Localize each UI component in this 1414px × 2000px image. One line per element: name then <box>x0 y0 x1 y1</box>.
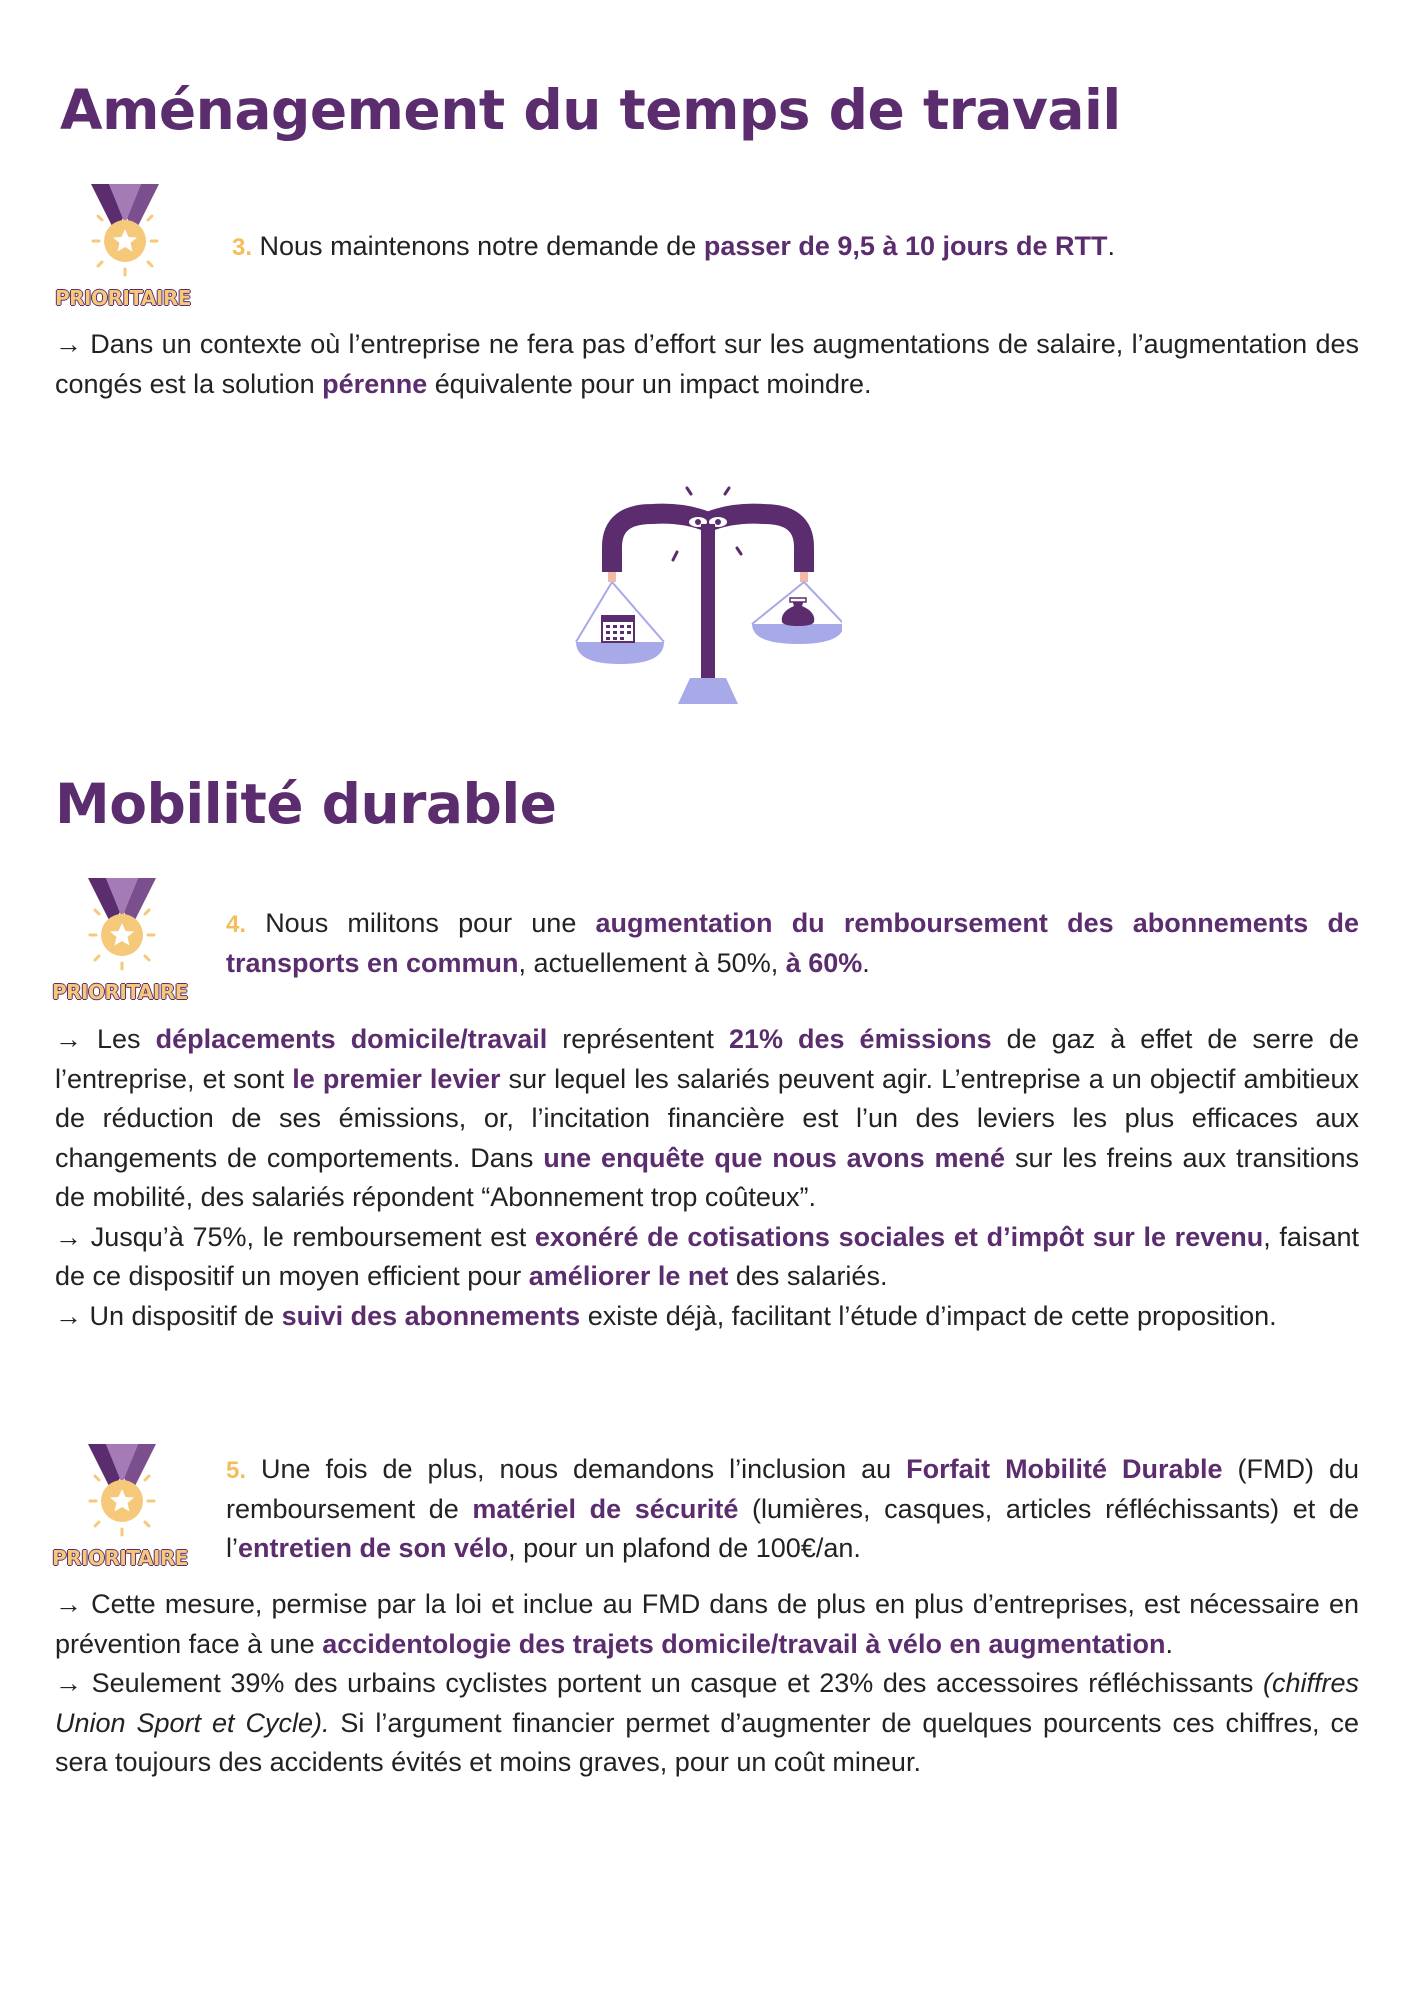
body-text: Nous militons pour une <box>265 908 596 938</box>
body-text: équivalente pour un impact moindre. <box>427 368 872 399</box>
body-text: . <box>862 948 870 978</box>
proposal-number: 5. <box>226 1457 247 1484</box>
body-text: sur lequel les salariés peuvent agir. L’entreprise a un objectif ambitieux de réduction de ses émissions, or, l’incitation financière est l’un des leviers les plus efficaces aux changements de comportements. Dans <box>55 1063 1359 1173</box>
emphasis-text: matériel de sécurité <box>472 1494 739 1524</box>
argument-paragraph <box>55 1585 1359 1664</box>
medal-icon <box>52 1440 192 1550</box>
body-text: → Dans un contexte où l’entreprise ne fera pas d’effort sur les augmentations de salaire, l’augmentation des congés est la solution <box>55 329 1359 399</box>
proposal-5 <box>226 1450 1359 1568</box>
body-text: , faisant de ce dispositif un moyen efficient pour <box>55 1221 1359 1291</box>
proposal-5-arguments <box>55 1585 1359 1783</box>
priority-medal <box>55 180 195 310</box>
body-text: (lumières, casques, articles réfléchissants) et de l’ <box>226 1494 1359 1563</box>
emphasis-text: le premier levier <box>292 1063 501 1094</box>
emphasis-text: Forfait Mobilité Durable <box>906 1454 1223 1484</box>
emphasis-text: passer de 9,5 à 10 jours de RTT <box>703 231 1108 261</box>
body-text: représentent <box>547 1024 729 1054</box>
body-text: des salariés. <box>728 1261 888 1291</box>
body-text: Nous maintenons notre demande de <box>259 231 704 261</box>
argument-paragraph <box>55 1297 1359 1337</box>
body-text: (FMD) du remboursement de <box>226 1454 1359 1524</box>
emphasis-text: exonéré de cotisations sociales et d’impôt sur le revenu <box>534 1221 1264 1252</box>
argument-paragraph <box>55 1020 1359 1218</box>
source-citation: (chiffres Union Sport et Cycle). <box>55 1668 1359 1738</box>
body-text: . <box>1107 231 1116 261</box>
body-text: de gaz à effet de serre de l’entreprise, et sont <box>55 1024 1360 1094</box>
emphasis-text: améliorer le net <box>528 1261 729 1291</box>
argument-paragraph <box>55 1218 1359 1297</box>
emphasis-text: une enquête que nous avons mené <box>543 1142 1006 1173</box>
proposal-number: 3. <box>232 234 253 261</box>
emphasis-text: pérenne <box>322 368 428 399</box>
emphasis-text: déplacements domicile/travail <box>155 1024 548 1054</box>
proposal-3-arguments <box>55 325 1359 404</box>
argument-paragraph <box>55 1664 1359 1783</box>
body-text: existe déjà, facilitant l’étude d’impact de cette proposition. <box>580 1300 1277 1331</box>
body-text: → Un dispositif de <box>55 1300 282 1331</box>
priority-badge: PRIORITAIRE <box>52 980 188 1004</box>
emphasis-text: accidentologie des trajets domicile/travail à vélo en augmentation <box>322 1628 1166 1659</box>
body-text: . <box>1165 1628 1173 1659</box>
body-text: Si l’argument financier permet d’augmenter de quelques pourcents ces chiffres, ce sera toujours des accidents évités et moins graves, pour un coût mineur. <box>55 1707 1359 1777</box>
body-text: → Cette mesure, permise par la loi et inclue au FMD dans de plus en plus d’entreprises, est nécessaire en prévention face à une <box>55 1589 1359 1659</box>
body-text: Une fois de plus, nous demandons l’inclusion au <box>261 1454 907 1484</box>
section-title-temps-travail: Aménagement du temps de travail <box>60 78 1121 142</box>
emphasis-text: augmentation du remboursement des abonnements de transports en commun <box>226 908 1359 978</box>
emphasis-text: entretien de son vélo <box>238 1533 509 1563</box>
balance-scale-icon <box>572 482 842 714</box>
body-text: → Les <box>55 1024 156 1054</box>
proposal-4-arguments <box>55 1020 1359 1336</box>
medal-icon <box>52 874 192 984</box>
priority-badge: PRIORITAIRE <box>55 286 191 310</box>
proposal-number: 4. <box>226 911 247 938</box>
body-text: → Seulement 39% des urbains cyclistes portent un casque et 23% des accessoires réfléchissants <box>55 1668 1263 1698</box>
proposal-3 <box>232 227 1362 267</box>
priority-medal <box>52 874 192 1004</box>
emphasis-text: 21% des émissions <box>728 1024 992 1054</box>
body-text: → Jusqu’à 75%, le remboursement est <box>55 1221 535 1252</box>
body-text: , pour un plafond de 100€/an. <box>508 1533 861 1563</box>
emphasis-text: suivi des abonnements <box>281 1300 581 1331</box>
body-text: , actuellement à 50%, <box>518 948 786 978</box>
body-text: sur les freins aux transitions de mobilité, des salariés répondent “Abonnement trop coûteux”. <box>55 1142 1360 1212</box>
priority-medal <box>52 1440 192 1570</box>
priority-badge: PRIORITAIRE <box>52 1546 188 1570</box>
balance-scale-illustration <box>572 482 842 714</box>
medal-icon <box>55 180 195 290</box>
proposal-4 <box>226 904 1359 983</box>
emphasis-text: à 60% <box>785 948 863 978</box>
argument-paragraph <box>55 325 1359 404</box>
section-title-mobilite: Mobilité durable <box>55 772 557 836</box>
